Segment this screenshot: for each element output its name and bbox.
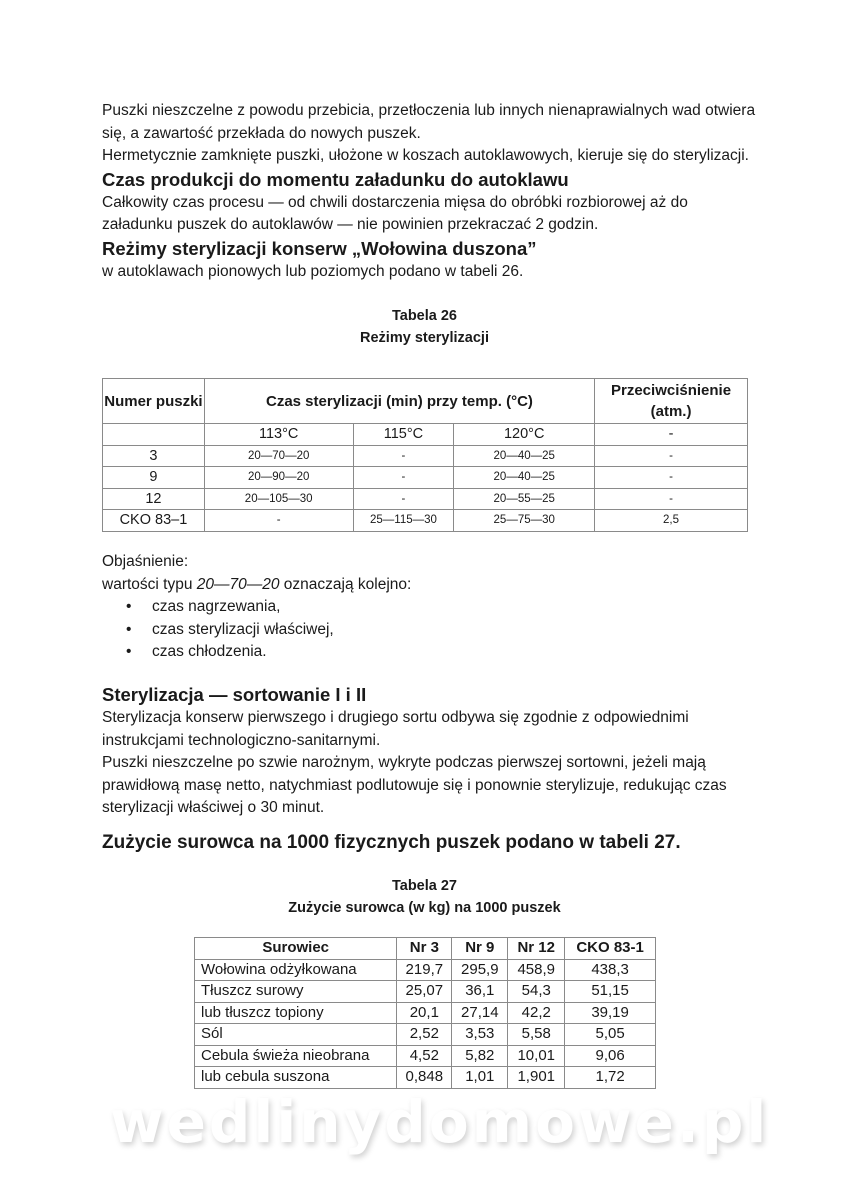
intro-paragraph-2: Hermetycznie zamknięte puszki, ułożone w koszach autoklawowych, kieruje się do sterylizacji. xyxy=(102,147,749,164)
header-nr12: Nr 12 xyxy=(508,938,565,960)
list-item: • czas sterylizacji właściwej, xyxy=(152,619,762,642)
temp-pressure: - xyxy=(595,424,748,446)
explanation-prefix: wartości typu xyxy=(102,575,197,593)
list-item: • czas chłodzenia. xyxy=(152,641,762,664)
header-surowiec: Surowiec xyxy=(195,938,397,960)
cell-value: 39,19 xyxy=(565,1002,656,1024)
header-przeciwcisnienie: Przeciwciśnienie (atm.) xyxy=(595,379,748,424)
sorting-paragraph-2: Puszki nieszczelne po szwie narożnym, wykryte podczas pierwszej sortowni, jeżeli mają prawidłową masę netto, natychmiast podlutowuje się i ponownie sterylizuje, redukując czas sterylizacji właściwej o 30 minut. xyxy=(102,754,727,816)
header-nr9: Nr 9 xyxy=(452,938,508,960)
header-numer: Numer puszki xyxy=(103,379,205,424)
cell-value: 1,01 xyxy=(452,1067,508,1089)
cell-t120: 20—40—25 xyxy=(454,467,595,489)
table-row xyxy=(103,467,748,489)
watermark: wedlinydomowe.pl xyxy=(110,1088,770,1156)
table-27-raw-material-usage xyxy=(194,937,656,1089)
cell-t115: - xyxy=(353,467,454,489)
cell-surowiec: lub cebula suszona xyxy=(195,1067,397,1089)
cell-t120: 20—40—25 xyxy=(454,445,595,467)
table-row xyxy=(195,981,656,1003)
cell-t113: - xyxy=(204,510,353,532)
cell-surowiec: Wołowina odżyłkowana xyxy=(195,959,397,981)
cell-t120: 25—75—30 xyxy=(454,510,595,532)
cell-numer: CKO 83–1 xyxy=(103,510,205,532)
cell-value: 0,848 xyxy=(397,1067,452,1089)
cell-value: 5,58 xyxy=(508,1024,565,1046)
cell-numer: 12 xyxy=(103,488,205,510)
cell-value: 219,7 xyxy=(397,959,452,981)
cell-value: 27,14 xyxy=(452,1002,508,1024)
list-item: • czas nagrzewania, xyxy=(152,596,762,619)
cell-t113: 20—70—20 xyxy=(204,445,353,467)
cell-value: 20,1 xyxy=(397,1002,452,1024)
table-row xyxy=(103,445,748,467)
cell-t113: 20—90—20 xyxy=(204,467,353,489)
cell-value: 9,06 xyxy=(565,1045,656,1067)
cell-value: 10,01 xyxy=(508,1045,565,1067)
cell-value: 1,901 xyxy=(508,1067,565,1089)
cell-value: 438,3 xyxy=(565,959,656,981)
section-heading-sorting: Sterylizacja — sortowanie I i II xyxy=(102,684,367,705)
table-row xyxy=(195,1045,656,1067)
explanation-suffix: oznaczają kolejno: xyxy=(279,575,412,593)
cell-pressure: - xyxy=(595,445,748,467)
table-row xyxy=(195,1024,656,1046)
temp-115: 115°C xyxy=(353,424,454,446)
section-heading-production-time: Czas produkcji do momentu załadunku do autoklawu xyxy=(102,168,569,190)
cell-numer: 3 xyxy=(103,445,205,467)
cell-value: 25,07 xyxy=(397,981,452,1003)
cell-surowiec: Tłuszcz surowy xyxy=(195,981,397,1003)
explanation-list xyxy=(102,596,762,664)
empty-cell xyxy=(103,424,205,446)
header-cko: CKO 83-1 xyxy=(565,938,656,960)
cell-value: 36,1 xyxy=(452,981,508,1003)
table-26-sterilization-regimes xyxy=(102,378,748,532)
cell-value: 54,3 xyxy=(508,981,565,1003)
section-heading-regimes: Reżimy sterylizacji konserw „Wołowina duszona” xyxy=(102,237,537,259)
table-row xyxy=(195,959,656,981)
cell-surowiec: lub tłuszcz topiony xyxy=(195,1002,397,1024)
temp-113: 113°C xyxy=(204,424,353,446)
header-nr3: Nr 3 xyxy=(397,938,452,960)
table26-number: Tabela 26 xyxy=(391,308,458,324)
table27-header-row xyxy=(195,938,656,960)
sorting-section xyxy=(102,683,762,820)
explanation-example: 20—70—20 xyxy=(196,575,280,593)
cell-value: 2,52 xyxy=(397,1024,452,1046)
table26-title: Reżimy sterylizacji xyxy=(360,330,489,346)
cell-value: 4,52 xyxy=(397,1045,452,1067)
table-row xyxy=(195,1067,656,1089)
table-row xyxy=(195,1002,656,1024)
cell-surowiec: Cebula świeża nieobrana xyxy=(195,1045,397,1067)
cell-value: 1,72 xyxy=(565,1067,656,1089)
production-time-text: Całkowity czas procesu — od chwili dostarczenia mięsa do obróbki rozbiorowej aż do załadunku puszek do autoklawów — nie powinien przekraczać 2 godzin. xyxy=(102,193,688,233)
intro-paragraph-1: Puszki nieszczelne z powodu przebicia, przetłoczenia lub innych nienaprawialnych wad otwiera się, a zawartość przekłada do nowych puszek. xyxy=(102,102,756,142)
table27-number: Tabela 27 xyxy=(391,878,458,894)
cell-pressure: - xyxy=(595,488,748,510)
cell-value: 5,82 xyxy=(452,1045,508,1067)
cell-t115: 25—115—30 xyxy=(353,510,454,532)
cell-t120: 20—55—25 xyxy=(454,488,595,510)
table26-temp-row xyxy=(103,424,748,446)
cell-value: 42,2 xyxy=(508,1002,565,1024)
table-row xyxy=(103,510,748,532)
table-row xyxy=(103,488,748,510)
regimes-text: w autoklawach pionowych lub poziomych podano w tabeli 26. xyxy=(102,262,524,280)
document-page xyxy=(102,100,762,349)
cell-numer: 9 xyxy=(103,467,205,489)
cell-surowiec: Sól xyxy=(195,1024,397,1046)
table27-title: Zużycie surowca (w kg) na 1000 puszek xyxy=(288,900,561,916)
explanation-label: Objaśnienie: xyxy=(102,553,189,570)
cell-pressure: - xyxy=(595,467,748,489)
temp-120: 120°C xyxy=(454,424,595,446)
cell-value: 295,9 xyxy=(452,959,508,981)
explanation-line xyxy=(102,574,762,597)
table26-caption xyxy=(0,305,849,349)
table27-caption xyxy=(0,875,849,919)
table26-header-row xyxy=(103,379,748,424)
cell-value: 458,9 xyxy=(508,959,565,981)
explanation-block xyxy=(102,551,762,664)
cell-value: 51,15 xyxy=(565,981,656,1003)
cell-t115: - xyxy=(353,445,454,467)
cell-pressure: 2,5 xyxy=(595,510,748,532)
sorting-paragraph-1: Sterylizacja konserw pierwszego i drugiego sortu odbywa się zgodnie z odpowiednimi instrukcjami technologiczno-sanitarnymi. xyxy=(102,709,689,749)
cell-t115: - xyxy=(353,488,454,510)
cell-value: 3,53 xyxy=(452,1024,508,1046)
header-czas: Czas sterylizacji (min) przy temp. (°C) xyxy=(204,379,594,424)
cell-value: 5,05 xyxy=(565,1024,656,1046)
section-heading-usage: Zużycie surowca na 1000 fizycznych puszek podano w tabeli 27. xyxy=(102,832,681,853)
cell-t113: 20—105—30 xyxy=(204,488,353,510)
